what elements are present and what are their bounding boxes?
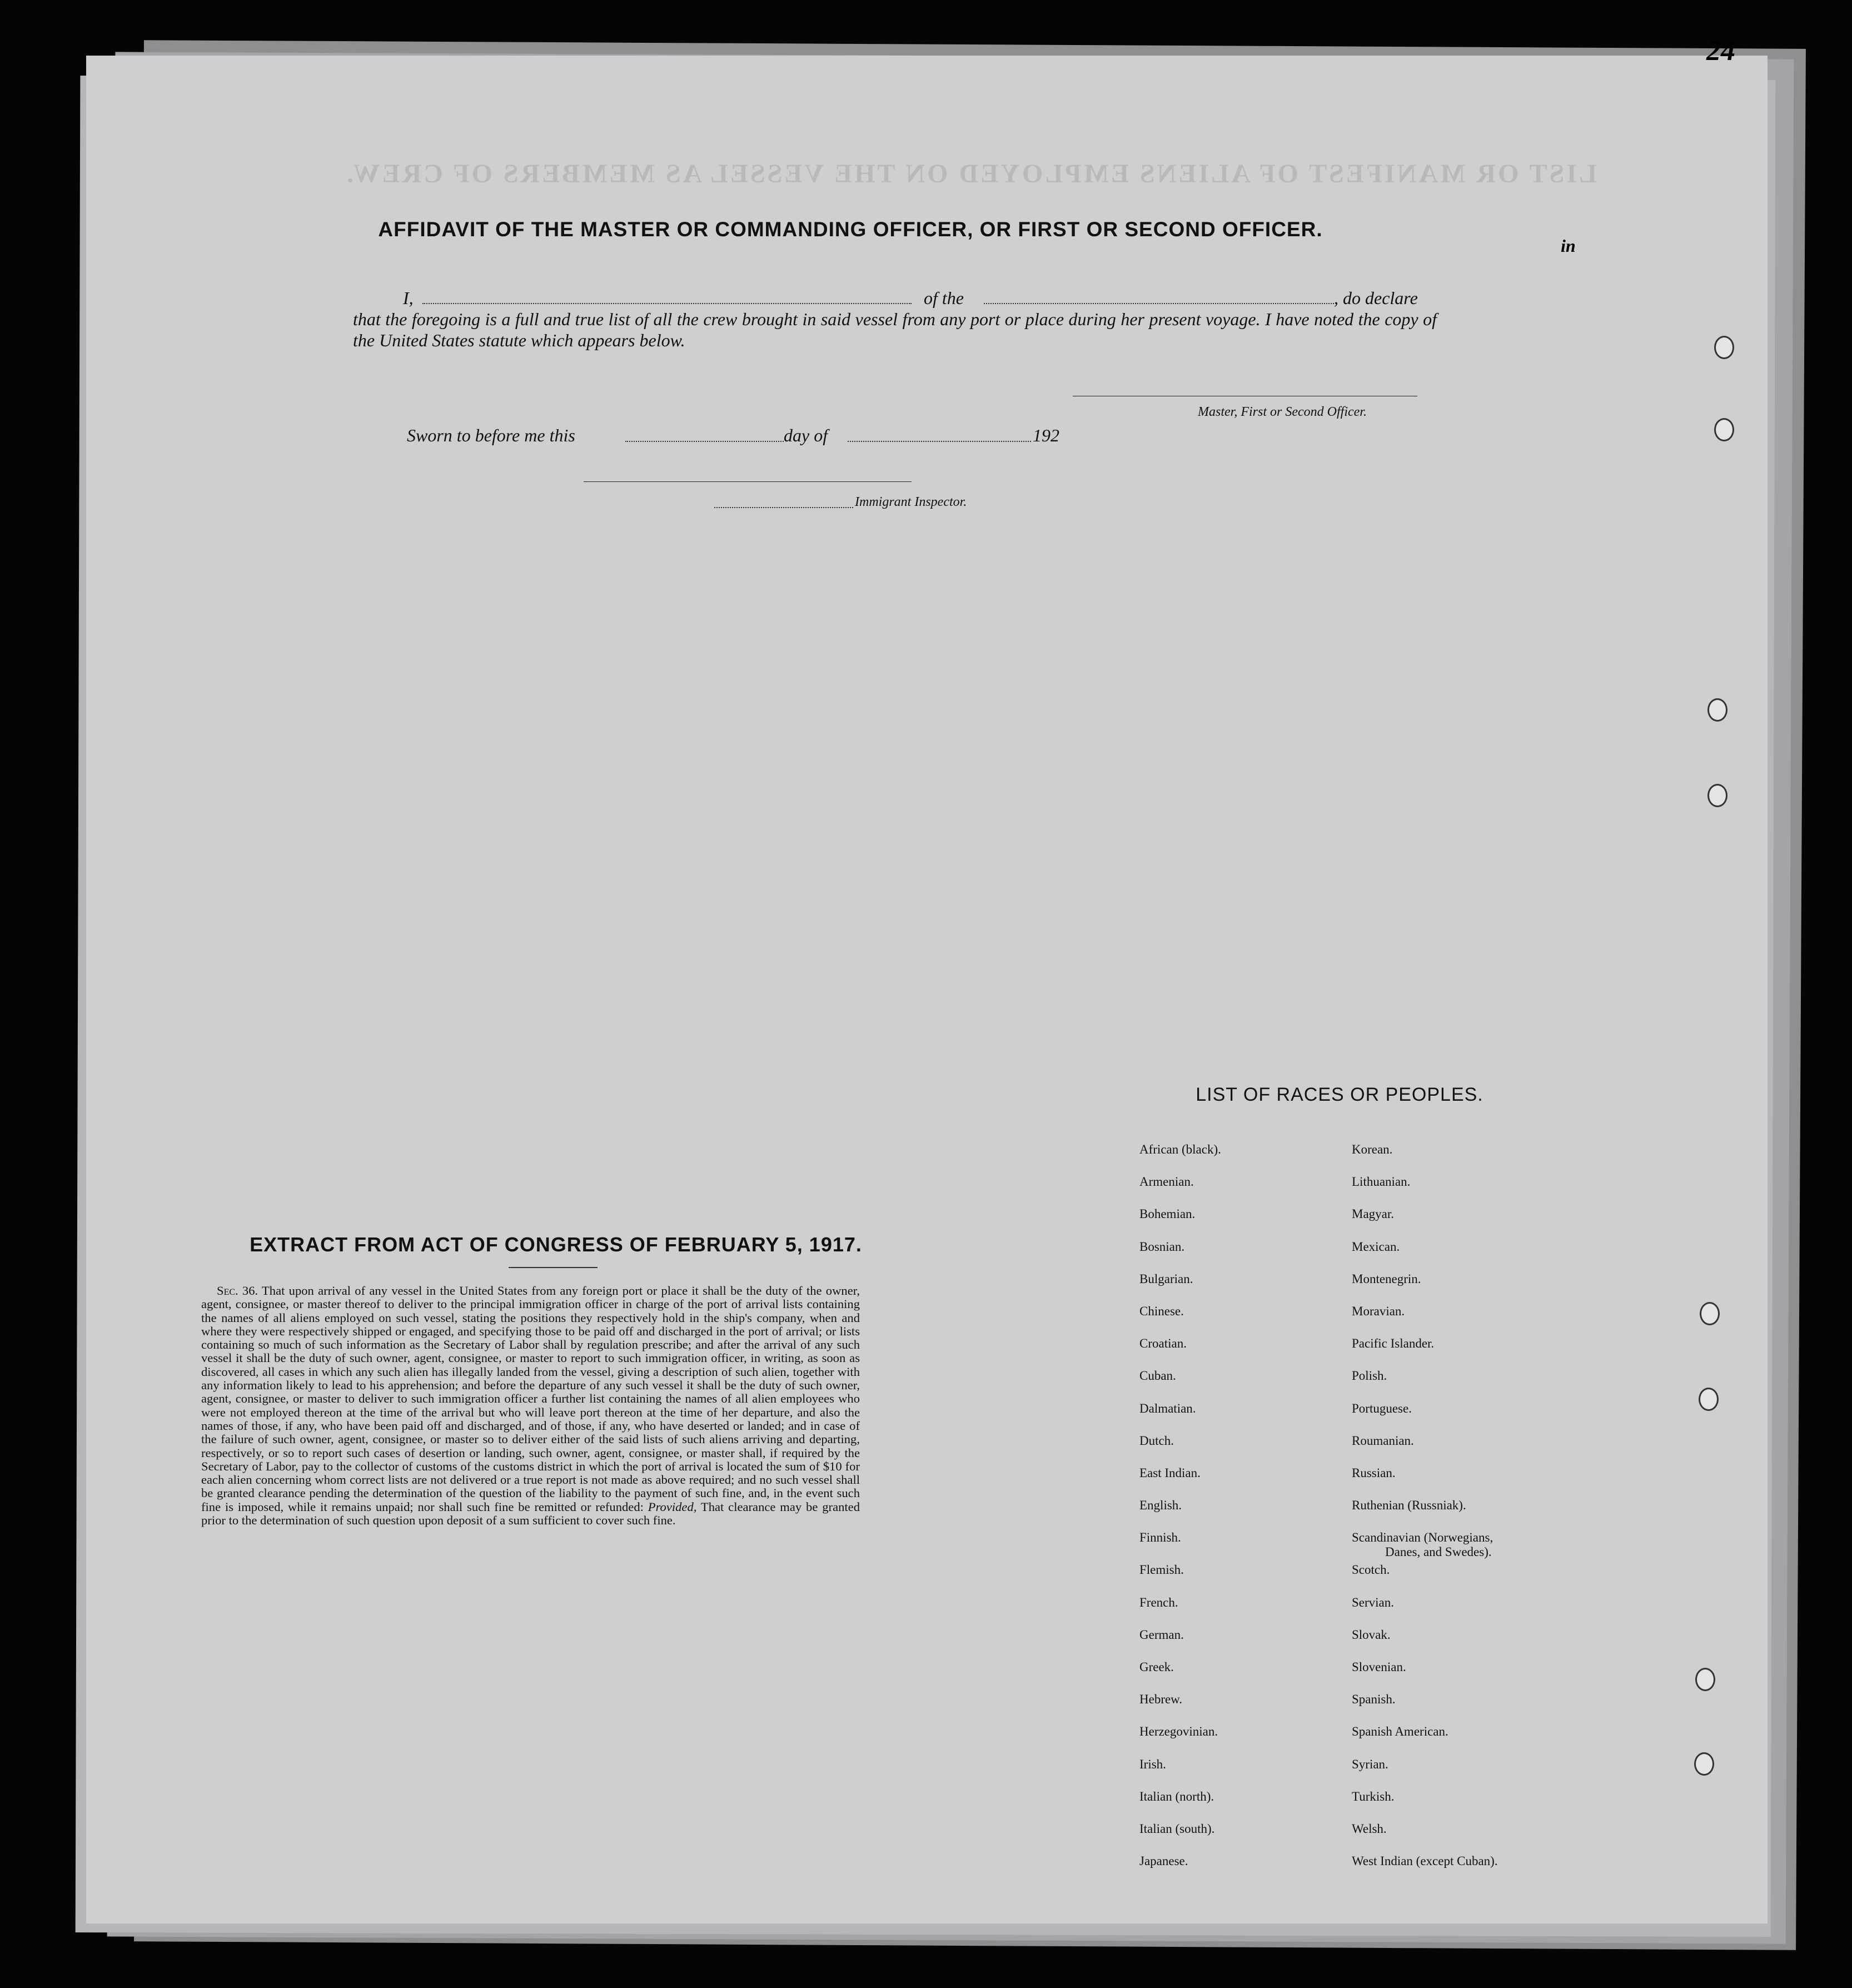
race-item: French. <box>1139 1595 1178 1609</box>
race-item: Korean. <box>1352 1142 1393 1156</box>
races-left-column <box>1139 1142 1221 1886</box>
affidavit-i-label: I, <box>403 288 414 308</box>
binder-hole <box>1700 1302 1720 1325</box>
proviso-label: Provided, <box>648 1499 697 1514</box>
race-item: Polish. <box>1352 1369 1387 1383</box>
race-item: Turkish. <box>1352 1789 1395 1803</box>
race-item: Armenian. <box>1139 1175 1194 1189</box>
race-item: Slovenian. <box>1352 1660 1406 1674</box>
sworn-day-line <box>625 441 784 442</box>
binder-hole <box>1695 1668 1715 1691</box>
race-item: Italian (north). <box>1139 1789 1214 1803</box>
race-item-continuation: Danes, and Swedes). <box>1385 1545 1492 1559</box>
sworn-label: Sworn to before me this <box>407 425 575 445</box>
race-item: Dalmatian. <box>1139 1401 1196 1415</box>
section-label: Sec. 36. <box>217 1284 258 1298</box>
race-item: Japanese. <box>1139 1854 1188 1868</box>
race-item: Bosnian. <box>1139 1239 1185 1254</box>
vessel-name-line <box>984 303 1334 304</box>
binder-hole <box>1714 418 1734 441</box>
affidavit-title: AFFIDAVIT OF THE MASTER OR COMMANDING OFFICER, OR FIRST OR SECOND OFFICER. <box>378 218 1323 241</box>
race-item: Herzegovinian. <box>1139 1724 1218 1739</box>
extract-text: That upon arrival of any vessel in the United States from any foreign port or place it shall be the duty of the owner, agent, consignee, or master thereof to deliver to the principal immigration officer in charge of the port of arrival lists containing the names of all aliens employed on such vessel, stating the positions they respectively hold in the ship's company, when and where they were respectively shipped or engaged, and specifying those to be paid off and discharged in the port of arrival; or lists containing so much of such information as the Secretary of Labor shall by regulation prescribe; and after the arrival of any such vessel it shall be the duty of such owner, agent, consignee, or master to report to such immigration officer, in writing, as soon as discovered, all cases in which any such alien has illegally landed from the vessel, giving a description of such alien, together with any information likely to lead to his apprehension; and before the departure of any such vessel it shall be the duty of such owner, agent, consignee, or master to deliver to such immigration officer a further list containing the names of all alien employees who were not employed thereon at the time of the arrival but who will leave port thereon at the time of her departure, and also the names of those, if any, who have been paid off and discharged, and of those, if any, who have deserted or landed; and in case of the failure of such owner, agent, consignee, or master so to deliver either of the said lists of such aliens arriving and departing, respectively, or so to report such cases of desertion or landing, such owner, agent, consignee, or master shall, if required by the Secretary of Labor, pay to the collector of customs of the customs district in which the port of arrival is located the sum of $10 for each alien concerning whom correct lists are not delivered or a true report is not made as above required; and no such vessel shall be granted clearance pending the determination of the question of the liability to the payment of such fine, and, in the event such fine is imposed, while it remains unpaid; nor shall such fine be remitted or refunded: <box>201 1284 860 1514</box>
binder-hole <box>1707 784 1727 807</box>
affidavit-of-the-label: of the <box>924 288 964 308</box>
extract-body <box>201 1284 860 1527</box>
race-item: Montenegrin. <box>1352 1271 1421 1286</box>
races-title: LIST OF RACES OR PEOPLES. <box>1196 1084 1483 1105</box>
race-item: Dutch. <box>1139 1433 1174 1448</box>
race-item: Moravian. <box>1352 1304 1405 1318</box>
extract-title-rule <box>509 1267 598 1268</box>
race-item: Chinese. <box>1139 1304 1184 1318</box>
race-item: Finnish. <box>1139 1530 1181 1545</box>
race-item: Welsh. <box>1352 1821 1387 1836</box>
race-item: Slovak. <box>1352 1627 1391 1642</box>
race-item: Cuban. <box>1139 1369 1176 1383</box>
extract-title: EXTRACT FROM ACT OF CONGRESS OF FEBRUARY 5, 1917. <box>250 1233 862 1256</box>
year-label: 192 <box>1033 425 1059 445</box>
races-right-column <box>1352 1142 1498 1886</box>
inspector-label: Immigrant Inspector. <box>855 495 967 509</box>
race-item: Italian (south). <box>1139 1821 1215 1836</box>
binder-hole <box>1714 336 1734 359</box>
master-signature-label: Master, First or Second Officer. <box>1198 405 1367 419</box>
race-item: West Indian (except Cuban). <box>1352 1854 1498 1868</box>
race-item: Scotch. <box>1352 1563 1390 1577</box>
margin-mark: in <box>1561 236 1576 256</box>
proviso-text: That clearance may be granted prior to the determination of such question upon deposit of a sum sufficient to cover such fine. <box>201 1499 860 1528</box>
race-item: Syrian. <box>1352 1757 1388 1771</box>
day-of-label: day of <box>784 425 828 445</box>
bleed-through-header: LIST OR MANIFEST OF ALIENS EMPLOYED ON THE VESSEL AS MEMBERS OF CREW. <box>345 159 1597 188</box>
race-item: Mexican. <box>1352 1239 1400 1254</box>
race-item: African (black). <box>1139 1142 1221 1156</box>
race-item: Portuguese. <box>1352 1401 1412 1415</box>
race-item: Greek. <box>1139 1660 1174 1674</box>
race-item: Scandinavian (Norwegians, <box>1352 1530 1493 1545</box>
race-item: Spanish. <box>1352 1692 1396 1707</box>
race-item: Hebrew. <box>1139 1692 1183 1707</box>
inspector-signature-line <box>584 481 912 482</box>
race-item-scandinavian <box>1352 1530 1498 1563</box>
race-item: Magyar. <box>1352 1207 1395 1221</box>
race-item: East Indian. <box>1139 1465 1201 1480</box>
affidavit-body: that the foregoing is a full and true list of all the crew brought in said vessel from any port or place during her present voyage. I have noted the copy of the United States statute which appears below. <box>353 309 1437 350</box>
race-item: Bohemian. <box>1139 1207 1196 1221</box>
binder-hole <box>1694 1752 1714 1776</box>
inspector-dotted-line <box>714 507 853 508</box>
binder-hole <box>1699 1388 1719 1411</box>
race-item: English. <box>1139 1498 1182 1513</box>
race-item: Spanish American. <box>1352 1724 1448 1739</box>
race-item: Irish. <box>1139 1757 1166 1771</box>
affidavit-declare-label: , do declare <box>1334 288 1418 308</box>
race-item: Pacific Islander. <box>1352 1336 1435 1351</box>
sworn-month-line <box>848 441 1031 442</box>
race-item: Croatian. <box>1139 1336 1187 1351</box>
race-item: Ruthenian (Russniak). <box>1352 1498 1466 1513</box>
race-item: Roumanian. <box>1352 1433 1414 1448</box>
race-item: Flemish. <box>1139 1563 1184 1577</box>
race-item: Bulgarian. <box>1139 1271 1193 1286</box>
race-item: Lithuanian. <box>1352 1175 1411 1189</box>
race-item: Russian. <box>1352 1465 1396 1480</box>
master-name-line <box>422 303 912 304</box>
race-item: Servian. <box>1352 1595 1395 1609</box>
race-item: German. <box>1139 1627 1184 1642</box>
binder-hole <box>1707 698 1727 722</box>
margin-mark: 24 <box>1706 35 1735 67</box>
